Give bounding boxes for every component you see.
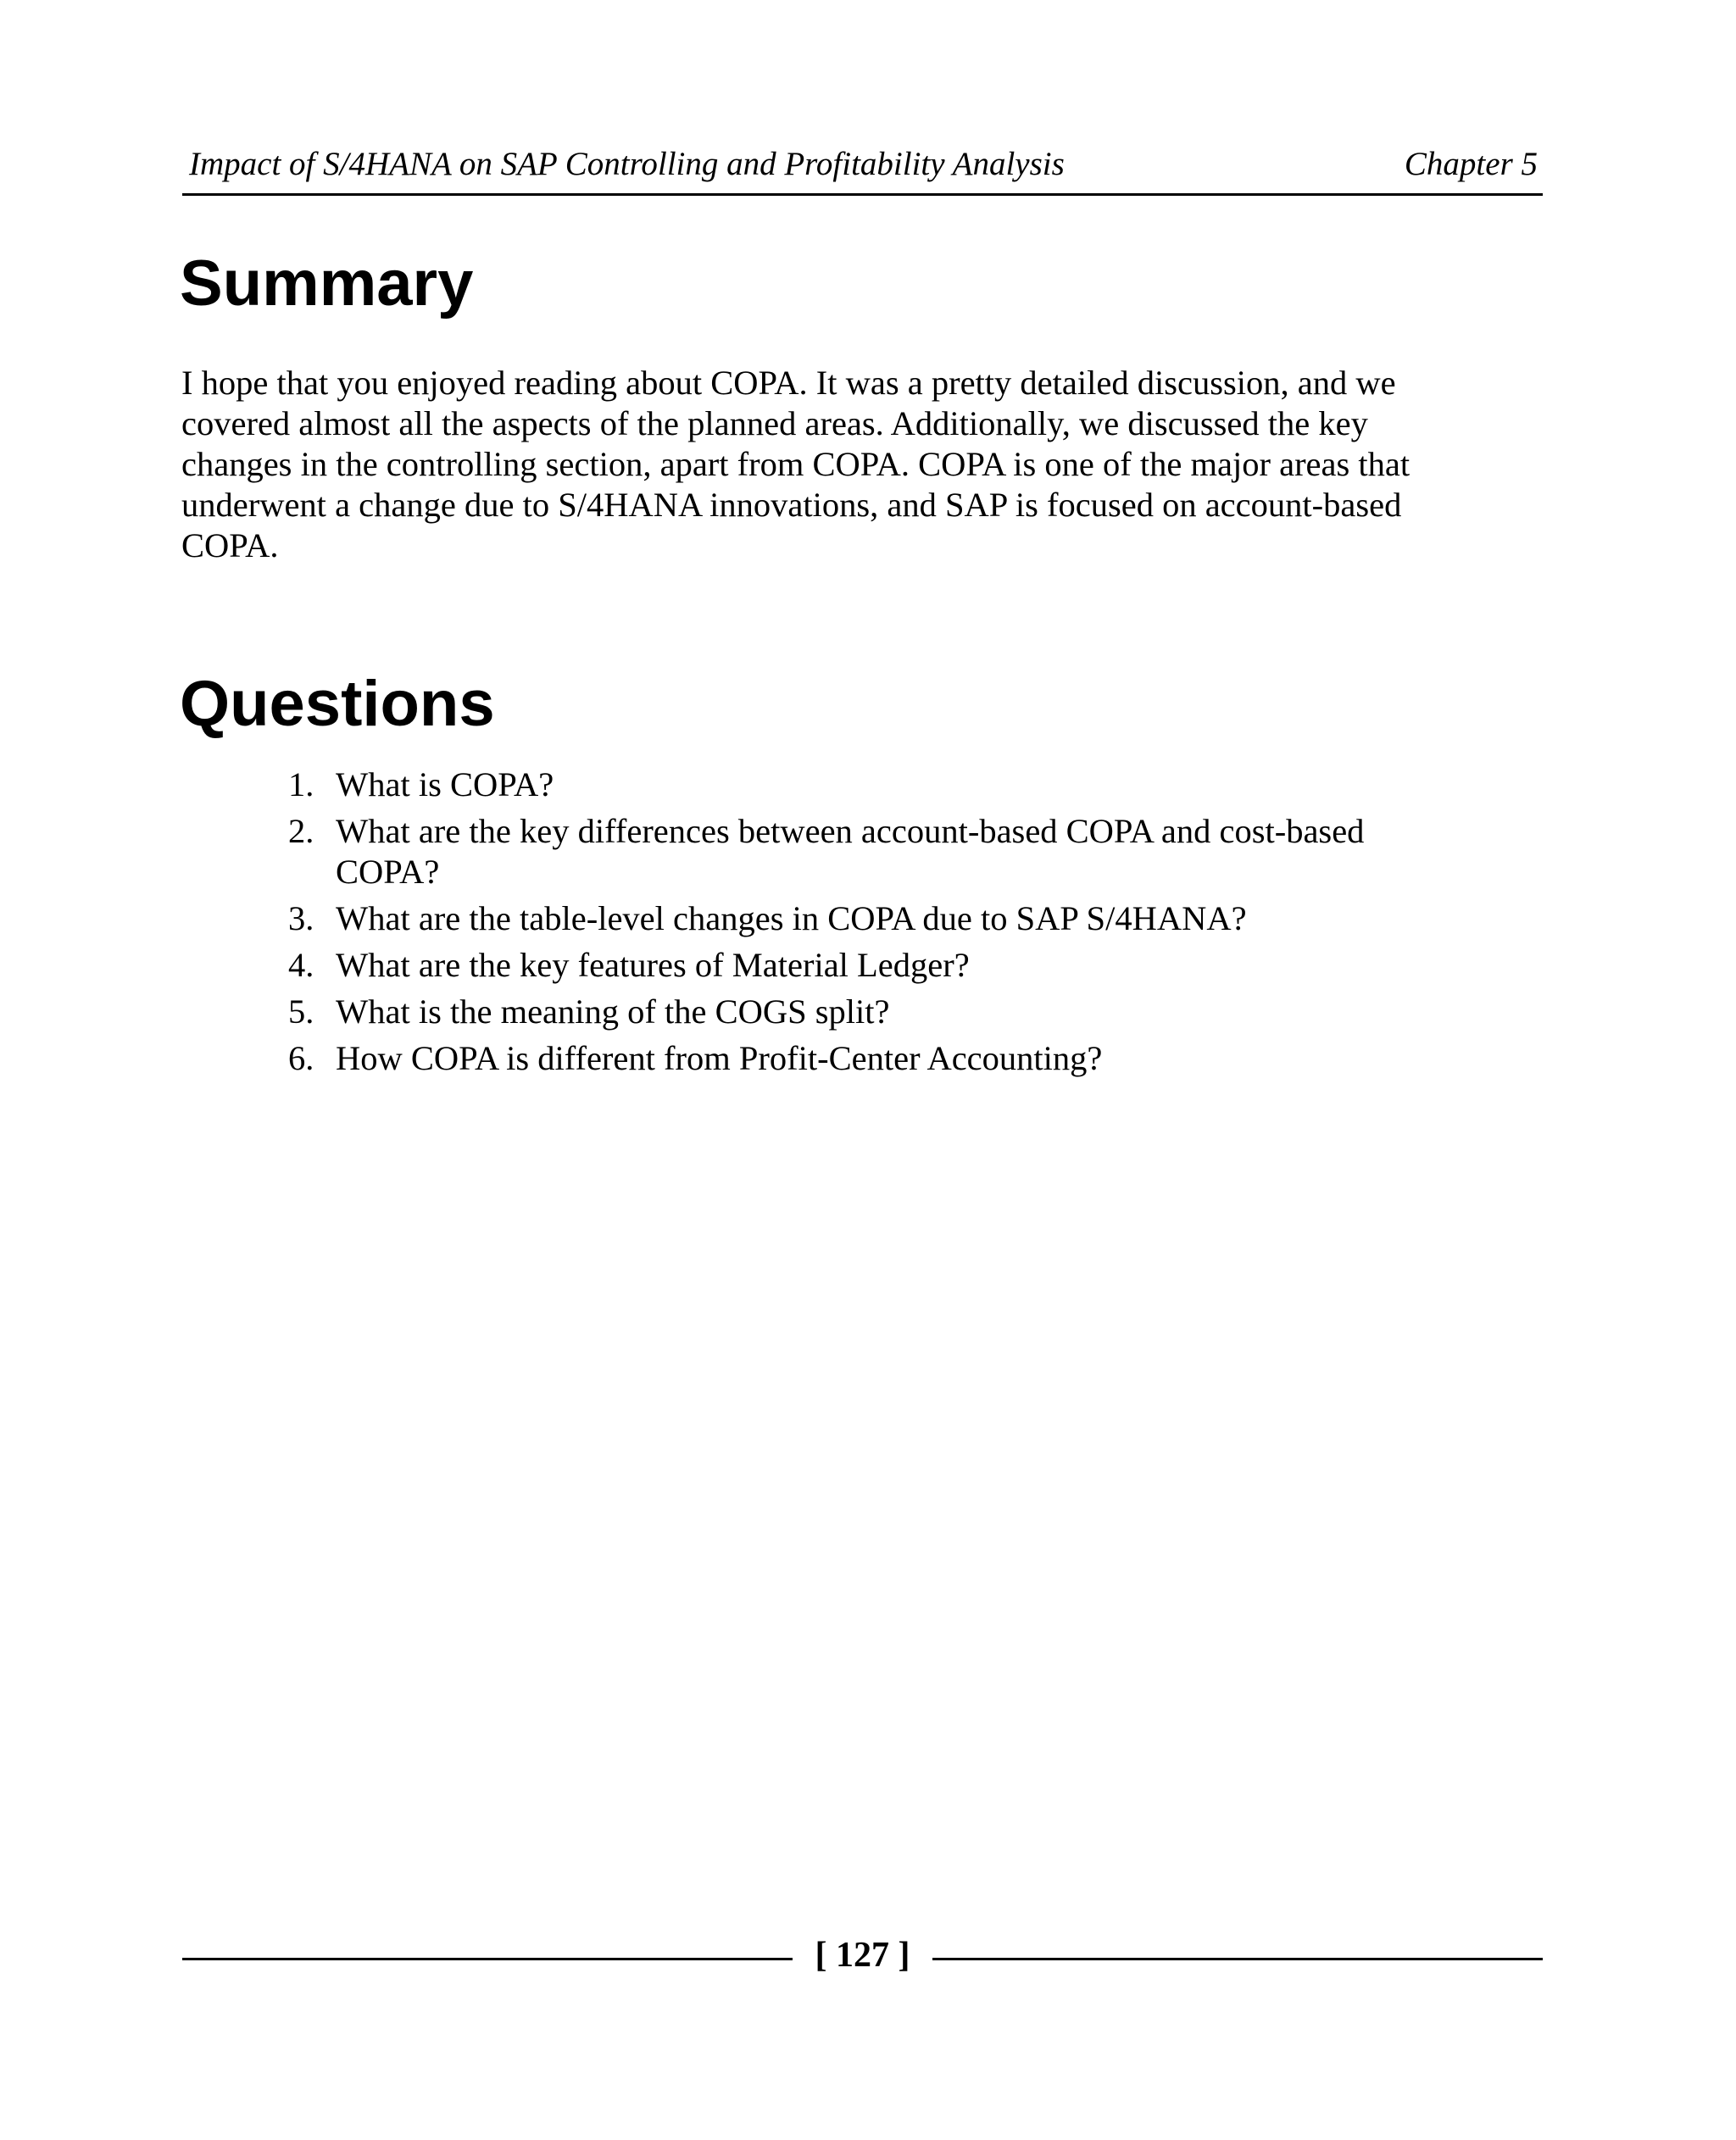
question-text: What is COPA?	[336, 765, 554, 803]
page-number: [ 127 ]	[815, 1936, 910, 1975]
summary-line: I hope that you enjoyed reading about COPA. It was a pretty detailed discussion, and we	[181, 364, 1396, 402]
question-text: What is the meaning of the COGS split?	[336, 992, 890, 1031]
footer-rule-right	[932, 1958, 1543, 1960]
summary-line: covered almost all the aspects of the planned areas. Additionally, we discussed the key	[181, 404, 1368, 442]
question-item	[288, 945, 1517, 986]
question-number: 6.	[288, 1039, 314, 1077]
question-text: What are the key differences between account-based COPA and cost-based	[336, 812, 1365, 850]
question-item	[288, 1038, 1517, 1079]
questions-heading: Questions	[180, 668, 495, 740]
question-number: 2.	[288, 812, 314, 850]
questions-list	[288, 764, 1517, 1085]
question-text: What are the table-level changes in COPA due to SAP S/4HANA?	[336, 899, 1247, 937]
question-number: 1.	[288, 765, 314, 803]
book-title: Impact of S/4HANA on SAP Controlling and Profitability Analysis	[189, 146, 1065, 182]
question-text: How COPA is different from Profit-Center Accounting?	[336, 1039, 1103, 1077]
question-text-continued: COPA?	[336, 853, 440, 891]
question-number: 4.	[288, 946, 314, 984]
summary-heading: Summary	[180, 247, 474, 320]
summary-paragraph	[181, 363, 1538, 566]
question-item	[288, 992, 1517, 1032]
question-item	[288, 898, 1517, 939]
question-item	[288, 811, 1517, 892]
chapter-label: Chapter 5	[1404, 146, 1538, 182]
running-header	[182, 142, 1543, 196]
question-number: 3.	[288, 899, 314, 937]
summary-line: COPA.	[181, 526, 279, 564]
summary-line: underwent a change due to S/4HANA innovations, and SAP is focused on account-based	[181, 486, 1402, 524]
summary-line: changes in the controlling section, apart from COPA. COPA is one of the major areas that	[181, 445, 1410, 483]
question-number: 5.	[288, 992, 314, 1031]
question-item	[288, 764, 1517, 805]
question-text: What are the key features of Material Ledger?	[336, 946, 970, 984]
page-footer	[182, 1934, 1543, 1985]
